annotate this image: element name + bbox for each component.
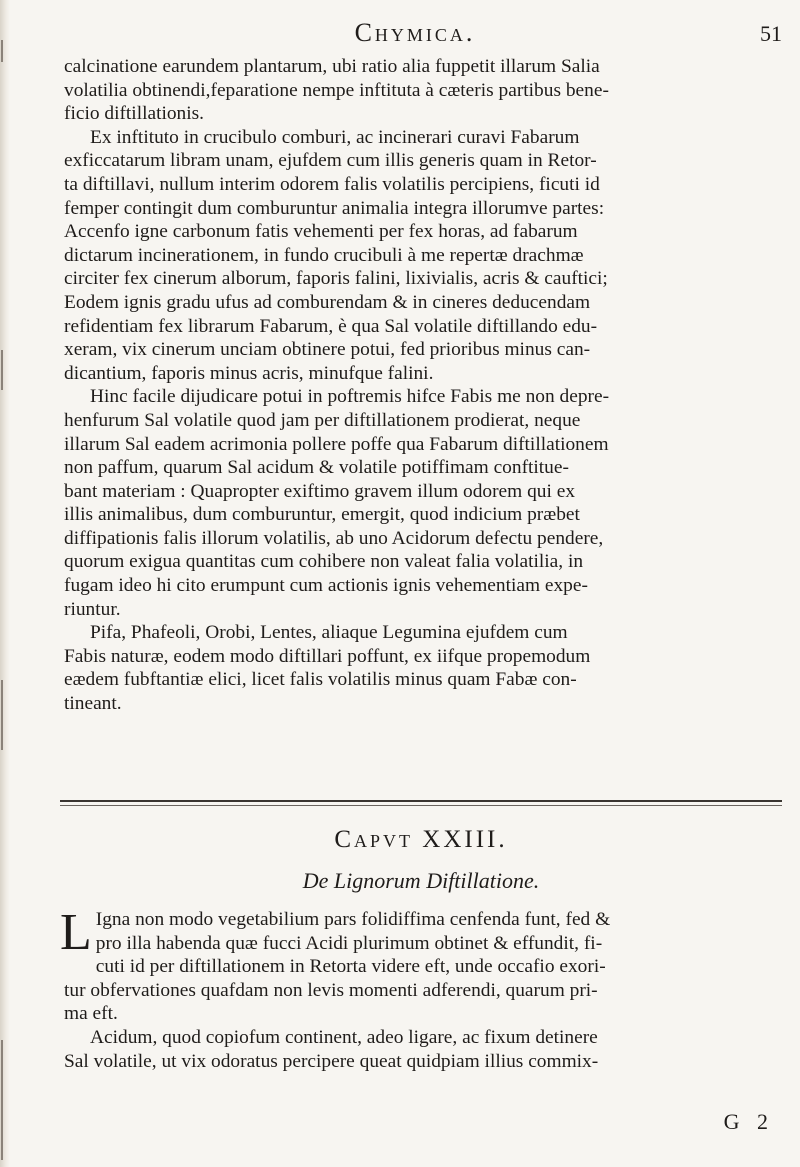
opening-paragraph <box>60 904 780 961</box>
text-line: quorum exigua quantitas cum cohibere non valeat falia volatilia, in <box>64 551 584 573</box>
text-line: Eodem ignis gradu ufus ad comburendam & in cineres deducendam <box>64 291 591 313</box>
text-line: illarum Sal eadem acrimonia pollere poffe qua Fabarum diftillationem <box>64 433 609 455</box>
text-line: riuntur. <box>64 598 121 620</box>
text-line: Fabis naturæ, eodem modo diftillari poffunt, ex iifque propemodum <box>64 645 591 667</box>
paragraph-start: Hinc facile dijudicare potui in poftremis hifce Fabis me non depre- <box>90 386 610 408</box>
text-line: calcinatione earundem plantarum, ubi ratio alia fuppetit illarum Salia <box>64 56 600 77</box>
text-line: Igna non modo vegetabilium pars folidiffima cenfenda funt, fed & <box>95 909 611 930</box>
running-title: Chymica. <box>354 18 476 47</box>
chapter-subtitle: De Lignorum Diftillatione. <box>302 868 540 893</box>
section-rule-thin <box>60 805 782 806</box>
chapter-heading: Capvt XXIII. <box>334 826 508 853</box>
gutter-mark <box>1 350 3 390</box>
text-line: xeram, vix cinerum unciam obtinere potui, fed prioribus minus can- <box>64 339 591 361</box>
text-line: ta diftillavi, nullum interim odorem falis volatilis percipiens, ficuti id <box>64 173 600 195</box>
chapter-text <box>60 904 780 1073</box>
catchword-signature: G 2 <box>723 1109 774 1134</box>
paragraph-start: Ex inftituto in crucibulo comburi, ac incinerari curavi Fabarum <box>90 126 580 148</box>
text-line: refidentiam fex librarum Fabarum, è qua Sal volatile diftillando edu- <box>64 315 598 337</box>
body-text <box>64 55 780 716</box>
text-line: Accenfo igne carbonum fatis vehementi per fex horas, ad fabarum <box>64 221 578 243</box>
text-line: fugam ideo hi cito erumpunt cum actionis ignis vehementiam expe- <box>64 575 588 597</box>
gutter-mark <box>1 1040 3 1160</box>
page-number: 51 <box>760 21 782 46</box>
section-rule <box>60 800 782 802</box>
text-line: volatilia obtinendi,feparatione nempe inftituta à cæteris partibus bene- <box>64 79 609 101</box>
text-line: eædem fubftantiæ elici, licet falis volatilis minus quam Fabæ con- <box>64 669 577 691</box>
text-line: dictarum incinerationem, in fundo crucibuli à me repertæ drachmæ <box>64 244 584 266</box>
text-line: ficio diftillationis. <box>64 103 205 125</box>
text-line: bant materiam : Quapropter exiftimo gravem illum odorem qui ex <box>64 480 576 502</box>
paragraph-start: Acidum, quod copiofum continent, adeo ligare, ac fixum detinere <box>90 1026 598 1048</box>
text-line: henfurum Sal volatile quod jam per diftillationem prodierat, neque <box>64 409 581 431</box>
gutter-mark <box>1 680 3 750</box>
text-line: pro illa habenda quæ fucci Acidi plurimum obtinet & effundit, fi- <box>95 932 603 954</box>
running-head <box>48 18 782 48</box>
paragraph-start: Pifa, Phafeoli, Orobi, Lentes, aliaque Legumina ejufdem cum <box>90 622 568 644</box>
page-gutter-shadow <box>0 0 10 1167</box>
text-line: tineant. <box>64 693 122 715</box>
drop-capital: L <box>60 904 92 961</box>
text-line: illis animalibus, dum comburuntur, emergit, quod indicium præbet <box>64 504 580 526</box>
text-line: Sal volatile, ut vix odoratus percipere queat quidpiam illius commix- <box>64 1050 599 1072</box>
text-line: dicantium, faporis minus acris, minufque falini. <box>64 362 434 384</box>
text-line: cuti id per diftillationem in Retorta videre eft, unde occafio exori- <box>95 956 606 978</box>
text-line: femper contingit dum comburuntur animalia integra illorumve partes: <box>64 197 605 219</box>
text-line: ma eft. <box>64 1003 118 1025</box>
text-line: circiter fex cinerum alborum, faporis falini, lixivialis, acris & cauftici; <box>64 268 608 290</box>
text-line: tur obfervationes quafdam non levis momenti adferendi, quarum pri- <box>64 979 598 1001</box>
text-line: exficcatarum libram unam, ejufdem cum illis generis quam in Retor- <box>64 150 597 172</box>
text-line: non paffum, quarum Sal acidum & volatile potiffimam conftitue- <box>64 457 569 479</box>
text-line: diffipationis falis illorum volatilis, ab uno Acidorum defectu pendere, <box>64 527 604 549</box>
gutter-mark <box>1 40 3 62</box>
